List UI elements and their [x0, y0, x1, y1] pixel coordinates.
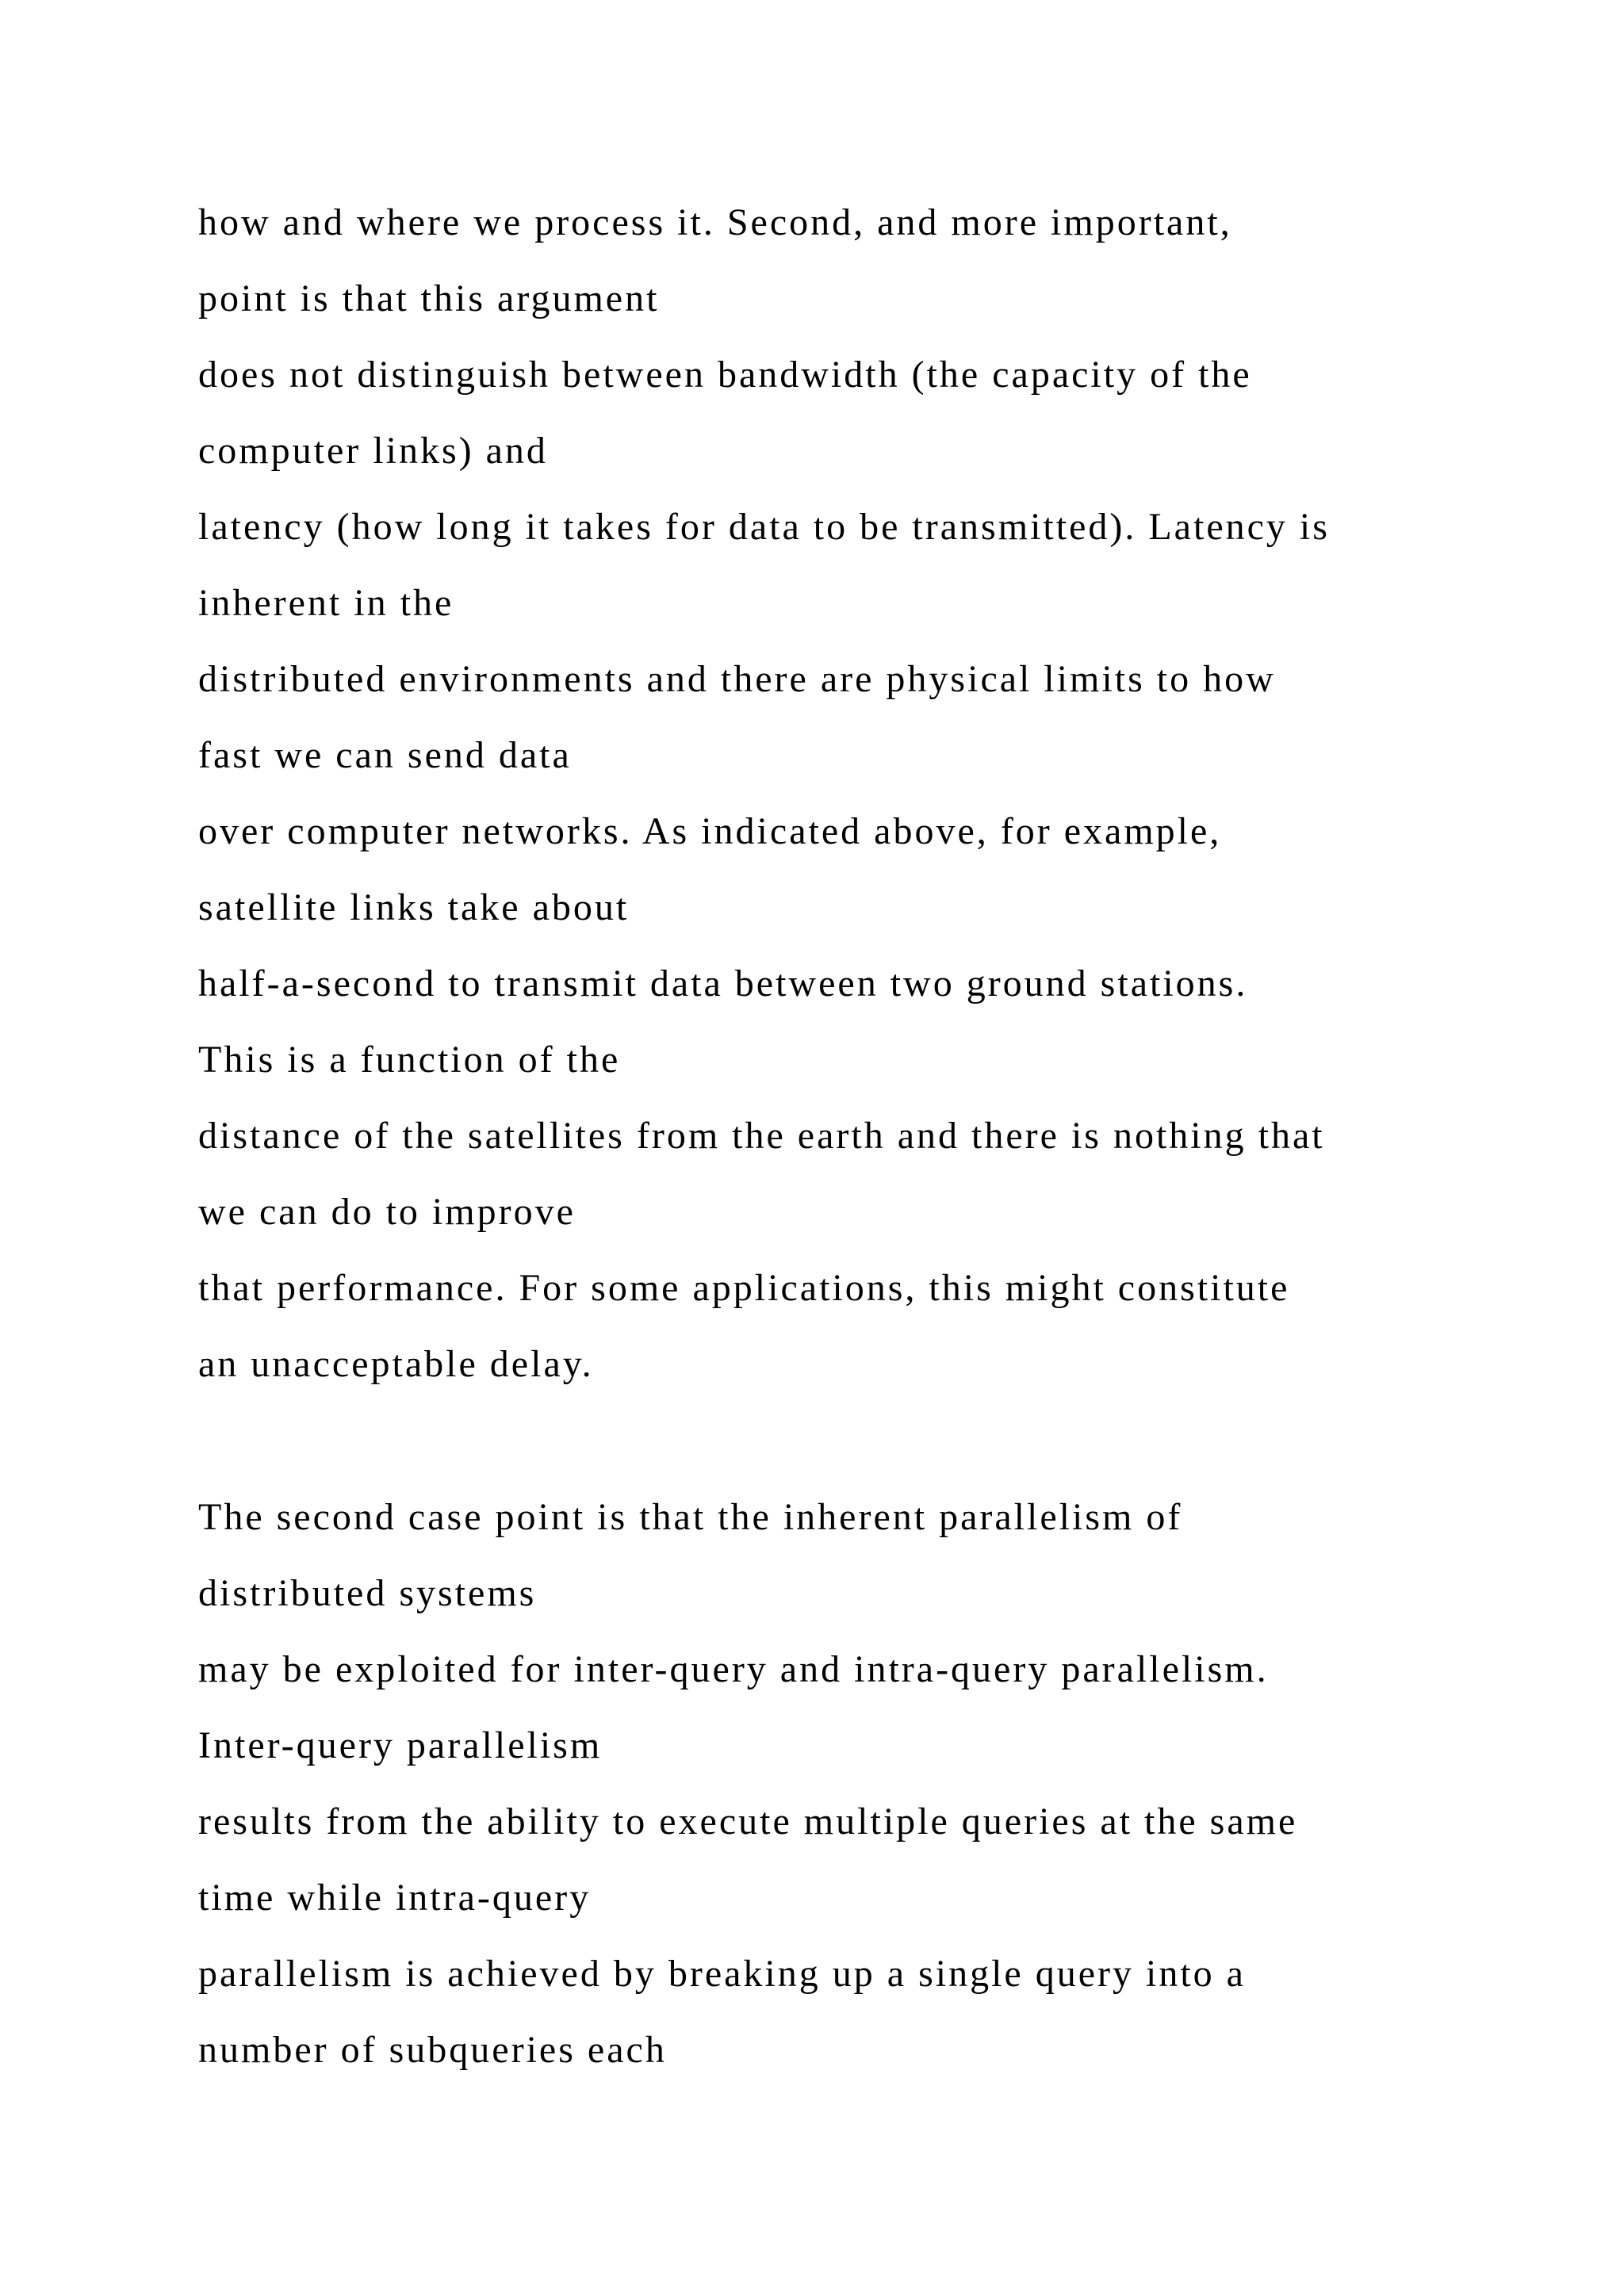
text-line: number of subqueries each [198, 2029, 667, 2071]
text-line: we can do to improve [198, 1191, 576, 1233]
text-line: Inter-query parallelism [198, 1724, 603, 1766]
text-line: may be exploited for inter-query and intra-query parallelism. [198, 1648, 1269, 1690]
text-line: distributed systems [198, 1572, 537, 1614]
text-line: does not distinguish between bandwidth (the capacity of the [198, 354, 1252, 396]
text-line: how and where we process it. Second, and more important, [198, 201, 1232, 243]
text-line: distance of the satellites from the earth and there is nothing that [198, 1115, 1325, 1157]
text-line: inherent in the [198, 582, 454, 624]
text-line: This is a function of the [198, 1039, 621, 1081]
paragraph-parallelism [198, 1479, 1562, 2088]
text-line: distributed environments and there are physical limits to how [198, 658, 1276, 700]
text-line: latency (how long it takes for data to be transmitted). Latency is [198, 506, 1330, 548]
text-line: results from the ability to execute multiple queries at the same [198, 1800, 1298, 1843]
paragraph-latency [198, 185, 1562, 1402]
text-line: an unacceptable delay. [198, 1343, 594, 1385]
text-line: computer links) and [198, 430, 548, 472]
text-line: over computer networks. As indicated above, for example, [198, 810, 1222, 852]
text-line: that performance. For some applications, this might constitute [198, 1267, 1290, 1309]
text-line: time while intra-query [198, 1877, 592, 1919]
text-line: half-a-second to transmit data between two ground stations. [198, 962, 1248, 1004]
text-line: point is that this argument [198, 277, 660, 320]
text-line: fast we can send data [198, 734, 572, 776]
text-line: parallelism is achieved by breaking up a single query into a [198, 1953, 1246, 1995]
text-line: The second case point is that the inherent parallelism of [198, 1496, 1183, 1538]
text-line: satellite links take about [198, 886, 630, 928]
